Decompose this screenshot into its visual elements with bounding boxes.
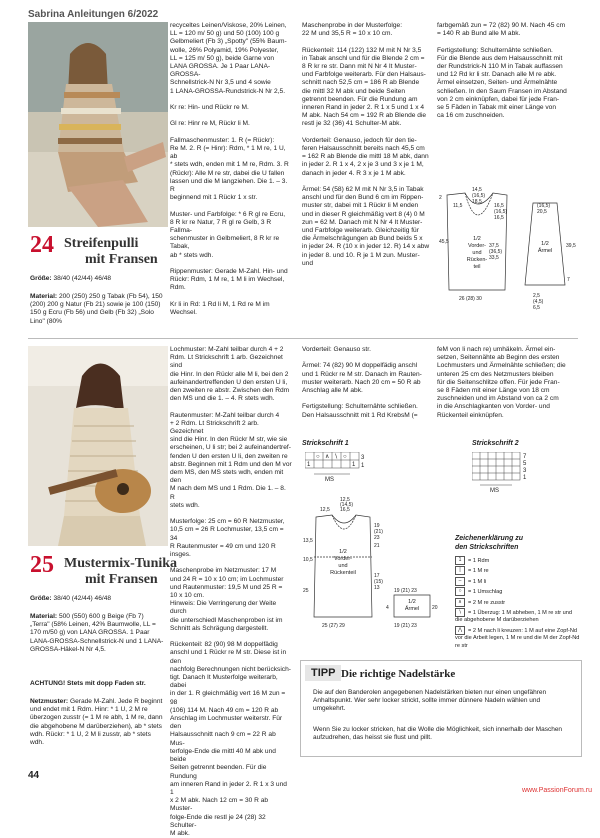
text-line: nachfolg Berechnungen nicht berücksich- — [170, 665, 291, 673]
text-line: beginnend mit 1 Rückr 1 x str. — [170, 194, 258, 202]
dim-label: 26 (28) 30 — [459, 296, 482, 302]
text-line: R Rautenmuster = 49 cm und 120 R insges. — [170, 542, 276, 559]
svg-text:∖: ∖ — [334, 454, 338, 460]
text-line: Ärmel einsetzen, Seiten- und Ärmelnähte — [437, 79, 558, 87]
strickschrift-1-grid — [305, 452, 365, 482]
text-line: anschl und 1 Rückr re M str. Diese ist in den — [170, 649, 287, 665]
text-line — [170, 96, 292, 104]
body-label: Vorder- — [467, 243, 487, 249]
dim-label: (16,5) — [537, 203, 551, 209]
pattern-title-line1: Mustermix-Tunika — [64, 556, 178, 571]
legend-symbol: ○ — [455, 587, 465, 596]
dim-label: 25 — [303, 588, 309, 594]
text-line: M abk. — [170, 829, 190, 837]
photo-streifenpulli — [28, 22, 168, 227]
text-line: wolle, 26% Polyamid, 19% Polyester, — [170, 46, 279, 54]
text-line: abstr. Beginnen mit 1 Rdm und den M vor — [170, 460, 292, 468]
pattern1-column3 — [302, 22, 432, 268]
dim-label: 25 (27) 29 — [322, 623, 345, 629]
text-line — [302, 178, 432, 186]
text-line: tigt. Danach It Musterfolge weiterarb, dabei — [170, 674, 278, 690]
text-line: Rückenteil: 82 (90) 98 M doppelfädig — [170, 641, 278, 649]
text-line: Lochmusters und Ärmelnähte schließen; die — [437, 362, 566, 370]
legend-text: = 1 M li — [468, 578, 487, 585]
text-line: feren Halsausschnitt bereits nach 45,5 cm — [302, 145, 425, 153]
body-label: Rückenteil — [330, 570, 356, 576]
text-line: Gelbmeliert (Fb 3) „Spotty" (55% Baum- — [170, 38, 287, 46]
text-line: muster weiterarb. Nach 20 cm = 50 R ab — [302, 378, 421, 386]
size-value: 38/40 (42/44) 46/48 — [53, 275, 112, 282]
text-line: dem MS, den MS stets wdh, enden mit den — [170, 469, 284, 485]
pattern1-column2 — [170, 22, 292, 317]
legend-text: = 1 Überzug: 1 M abheben, 1 M re str und die abgehobene M darüberziehen — [455, 609, 573, 624]
body-label: und — [472, 250, 482, 256]
svg-text:○: ○ — [316, 454, 320, 460]
text-line: Für die Blende aus dem Halsausschnitt mit — [437, 54, 563, 62]
text-line: folge-Ende die restl je 24 (28) 32 Schulter- — [170, 813, 266, 829]
text-line: Rdm. Lt Strickschrift 1 arb. Gezeichnet sind — [170, 354, 283, 370]
legend-item — [455, 556, 580, 565]
tipp-box — [300, 660, 582, 757]
dim-label: (16,5) — [472, 193, 486, 199]
page-header-title: Sabrina Anleitungen 6/2022 — [28, 9, 159, 20]
text-line — [170, 260, 292, 268]
legend-item — [455, 577, 580, 586]
legend-item — [455, 566, 580, 575]
text-line: Muster- und Farbfolge: * 6 R gl re Ecru, — [170, 210, 286, 218]
dim-label: 13,5 — [303, 538, 313, 544]
text-line: von 2 cm einknüpfen, dabei für jede Fran- — [437, 95, 560, 103]
text-line: getrennt beenden. Für die Rundung am — [302, 95, 418, 103]
body-label: Vorder- — [333, 556, 353, 562]
text-line: und Farbfolge weiterarb. Für den Halsaus- — [302, 71, 426, 79]
pattern-title-line1: Streifenpulli — [64, 236, 139, 251]
legend-item — [455, 587, 580, 596]
pattern-number-24: 24 — [30, 232, 54, 258]
text-line — [170, 559, 292, 567]
text-line: Anschlag im Lochmuster weiterstr. Für den — [170, 715, 283, 731]
dim-label: 2,5 — [533, 293, 540, 299]
size-info — [30, 275, 164, 283]
text-line: Seiten getrennt beenden. Für die Rundung — [170, 764, 267, 780]
material-info — [30, 293, 164, 326]
legend-text: = 1 M re — [468, 568, 489, 575]
text-line: Vorderteil: Genauso, jedoch für den tie- — [302, 136, 417, 144]
ms-label: MS — [490, 488, 499, 492]
dim-label: (21) — [374, 529, 383, 535]
svg-text:∧: ∧ — [325, 454, 330, 460]
row-number: 5 — [523, 461, 527, 467]
text-line: recyceltes Leinen/Viskose, 20% Leinen, — [170, 22, 287, 29]
text-line: den zweiten re abstr. Zwischen den Rdm — [170, 387, 290, 395]
text-line: in die Anschlagkanten von Vorder- und — [437, 403, 550, 411]
body-label: Rücken- — [466, 257, 488, 263]
dim-label: 18,5 — [472, 199, 482, 205]
dim-label: (4,5) — [533, 299, 544, 305]
dim-label: 21 — [374, 543, 380, 549]
legend-item — [455, 626, 580, 650]
sleeve-label: 1/2 — [408, 599, 416, 605]
text-line: unteren 25 cm des Netzmusters bleiben — [437, 370, 554, 378]
text-line: die Hinr. In den Rückr alle M li, bei den 2 — [170, 370, 289, 378]
netzmuster-info — [30, 698, 164, 747]
dim-label: 19 — [374, 523, 380, 529]
legend-text: = 2 M nach li kreuzen: 1 M auf eine Zopf-Nd vor die Arbeit legen, 1 M re und die M der Zopf-Nd re str — [455, 627, 580, 649]
dim-label: 4 — [386, 605, 389, 611]
text-line: Fallmaschenmuster: 1. R (= Rückr): — [170, 136, 275, 144]
dim-label: 39,5 — [566, 243, 576, 249]
text-line: den MS und die 1. – 4. R stets wdh. — [170, 395, 275, 403]
tipp-para1: Die auf den Banderolen angegebenen Nadelstärken bieten nur einen ungefähren Anhaltspunkt. Wer sehr locker strickt, sollte immer dünnere Nadeln wählen und umgekehrt. — [313, 689, 547, 713]
text-line: die Ärmelschrägungen ab Bund beids 5 x — [302, 235, 423, 243]
text-line: * stets wdh, enden mit 1 M re, Rdm. 3. R — [170, 161, 289, 169]
text-line — [170, 293, 292, 301]
text-line: = 162 R ab Blende die mittl 18 M abk, dann — [302, 153, 429, 161]
text-line: Rippenmuster: Gerade M-Zahl. Hin- und — [170, 268, 288, 276]
text-line: Anschlag alle M abk. — [302, 387, 363, 394]
material-label: Material: — [30, 613, 58, 620]
text-line: Den Halsausschnitt mit 1 Rd KrebsM (= — [302, 411, 418, 419]
dim-label: 12,5 — [340, 497, 350, 503]
text-line: Rückenteil einknüpfen. — [437, 411, 504, 419]
pattern-number-25: 25 — [30, 552, 54, 578]
svg-text:1: 1 — [352, 462, 356, 468]
schematic-24 — [437, 185, 577, 310]
text-line: 8 R kr re str. Dann mit N Nr 4 It Muster- — [302, 63, 417, 70]
text-line: in der 1. R gleichmäßig vert 16 M zun = 98 — [170, 690, 286, 706]
text-line: der Rundstrick-N 110 M in Tabak auffassen — [437, 63, 563, 70]
text-line: und Rautenmuster: 19,5 M und 25 R = — [170, 583, 283, 591]
tipp-title: Die richtige Nadelstärke — [341, 668, 456, 680]
text-line: Gl re: Hinr re M, Rückr li M. — [170, 120, 250, 128]
material-text: 200 (250) 250 g Tabak (Fb 54), 150 (200) 200 g Natur (Fb 21) sowie je 100 (150) 150 g Ecru (Fb 56) und Gelb (Fb 32) „Solo Lino" (80% — [30, 293, 163, 325]
text-line: zuschneiden und im Abstand von ca 2 cm — [437, 395, 559, 403]
pattern2-column3 — [302, 346, 432, 420]
pattern2-column2 — [170, 346, 292, 838]
dim-label: 2 — [439, 195, 442, 201]
dim-label: 7 — [567, 277, 570, 283]
text-line: Maschenprobe im Netzmuster: 17 M — [170, 567, 277, 575]
text-line: Musterfolge: 25 cm = 60 R Netzmuster, — [170, 518, 285, 526]
text-line: in jeder 8. und 10. R je 1 M zun. Muster- und — [302, 251, 420, 267]
text-line: Kr li in Rd: 1 Rd li M, 1 Rd re M im Wechsel. — [170, 300, 270, 317]
text-line: Ärmel: 74 (82) 90 M doppelfädig anschl — [302, 362, 418, 370]
text-line: 1 LANA-GROSSA-Rundstrick-N Nr 2,5. — [170, 87, 286, 95]
text-line: aufeinandertreffenden U den ersten U li, — [170, 378, 288, 386]
text-line: schenmuster in Gelbmeliert, 8 R kr re Tabak, — [170, 235, 280, 251]
text-line: ca 16 cm zuschneiden. — [437, 112, 505, 120]
text-line — [170, 112, 292, 120]
achtung-note — [30, 680, 164, 688]
dim-label: 10,5 — [303, 557, 313, 563]
text-line: M nach dem MS und 1 Rdm. Die 1. – 8. R — [170, 485, 286, 501]
row-number: 7 — [523, 454, 527, 460]
dim-label: 14,5 — [472, 187, 482, 193]
page-number: 44 — [28, 770, 40, 781]
text-line: Rautenmuster: M-Zahl teilbar durch 4 — [170, 411, 280, 419]
dim-label: 16,5 — [494, 215, 504, 221]
body-label: teil — [473, 264, 481, 270]
text-line: Maschenprobe in der Musterfolge: — [302, 22, 403, 29]
dim-label: 23 — [374, 535, 380, 541]
chart1-title: Strickschrift 1 — [302, 440, 349, 447]
tipp-para2: Wenn Sie zu locker stricken, hat die Wolle die Möglichkeit, sich innerhalb der Maschen aufzudrehen, das heisst sie flust und pillt. — [313, 726, 563, 742]
pattern2-column4 — [437, 346, 577, 420]
text-line: LL = 120 m/ 50 g) und 50 (100) 100 g — [170, 30, 280, 38]
text-line: se 8 Fäden mit einer Länge von 18 cm — [437, 387, 550, 395]
text-line: 22 M und 35,5 R = 10 x 10 cm. — [302, 30, 393, 38]
text-line: Fertigstellung: Schulternähte schließen. — [302, 403, 418, 411]
dim-label: 19 (21) 23 — [394, 623, 417, 629]
dim-label: 6,5 — [533, 305, 540, 310]
chart2-title: Strickschrift 2 — [472, 440, 519, 447]
text-line: in Tabak anschl und für die Blende 2 cm = — [302, 54, 425, 62]
sleeve-label: 1/2 — [541, 241, 549, 247]
text-line: sind die Hinr. In den Rückr M str, wie sie — [170, 436, 288, 444]
text-line: M abk. Nach 54 cm = 192 R ab Blende die — [302, 112, 427, 120]
text-line: (Rückr): Alle M re str, dabei die U fallen — [170, 169, 285, 177]
watermark: www.PassionForum.ru — [521, 787, 592, 794]
legend-item — [455, 608, 580, 625]
size-info — [30, 595, 164, 603]
text-line: 10 x 10 cm. — [170, 592, 205, 600]
dim-label: 16,5 — [340, 507, 350, 513]
text-line — [170, 633, 292, 641]
legend-symbol: ∖ — [455, 608, 465, 617]
row-number: 3 — [523, 468, 527, 474]
dim-label: 19 (21) 23 — [394, 588, 417, 594]
dim-label: 37,5 — [489, 243, 499, 249]
dim-label: 13 — [374, 585, 380, 591]
dim-label: 16,5 — [494, 203, 504, 209]
text-line: LL = 125 m/ 50 g), beide Garne von — [170, 54, 275, 62]
text-line: setzen, Seitennähte ab Beginn des ersten — [437, 354, 560, 362]
text-line: erscheinen, U li str; bei 2 aufeinandertref- — [170, 444, 291, 452]
sleeve-label: Ärmel — [537, 248, 553, 254]
text-line: farbgemäß zun = 72 (82) 90 M. Nach 45 cm — [437, 22, 566, 29]
body-label: 1/2 — [473, 236, 481, 242]
text-line: = 140 R ab Bund alle M abk. — [437, 30, 521, 38]
dim-label: (14,5) — [340, 502, 354, 508]
text-line — [437, 38, 577, 46]
body-label: und — [338, 563, 348, 569]
text-line: anschl und für den Bund 6 cm im Rippen- — [302, 194, 424, 202]
text-line: 8 R kr re Natur, 7 R gl re Gelb, 3 R Fallma- — [170, 218, 272, 235]
text-line: Re M. 2. R (= Hinr): Rdm, * 1 M re, 1 U, ab — [170, 145, 286, 161]
text-line — [302, 395, 432, 403]
achtung-text: ACHTUNG! Stets mit dopp Faden str. — [30, 680, 146, 687]
text-line: + 2 Rdm. Lt Strickschrift 2 arb. Gezeichnet — [170, 419, 259, 436]
text-line: LANA GROSSA. Je 1 Paar LANA-GROSSA- — [170, 63, 271, 79]
text-line: Lochmuster: M-Zahl teilbar durch 4 + 2 — [170, 346, 284, 353]
legend-symbol: – — [455, 577, 465, 586]
legend-title-line1: Zeichenerklärung zu — [455, 535, 524, 542]
text-line: schnitt nach 52,5 cm = 186 R ab Blende — [302, 79, 420, 87]
text-line: und 1 Rückr re M str. Danach im Rauten- — [302, 370, 422, 378]
text-line: danach in jeder 4. R 3 x je 1 M abk. — [302, 169, 406, 177]
ms-label: MS — [325, 477, 334, 482]
legend-text: = 1 Umschlag — [468, 589, 503, 596]
dim-label: 20,5 — [537, 209, 547, 215]
row-number: 1 — [361, 463, 365, 469]
dim-label: 12,5 — [320, 507, 330, 513]
netzmuster-text: Gerade M-Zahl. Jede R beginnt und endet mit 1 Rdm. Hinr: * 1 U, 2 M re überzogen zusstr (= 1 M re abh, 1 M re, dann die abgehobene M darüberziehen), ab * stets wdh. Rückr: * 1 U, 2 M li zusstr, ab * stets wdh. — [30, 698, 163, 747]
legend-list — [455, 556, 580, 651]
legend-symbol: ⋀ — [455, 626, 465, 635]
text-line: Schnellstrick-N Nr 3,5 und 4 sowie — [170, 79, 271, 87]
text-line: zun = 62 M. Danach mit N Nr 4 It Muster- — [302, 218, 423, 226]
dim-label: 17 — [374, 573, 380, 579]
netzmuster-label: Netzmuster: — [30, 698, 69, 705]
sleeve-label: Ärmel — [404, 606, 420, 612]
text-line — [170, 403, 292, 411]
strickschrift-2-grid — [472, 452, 532, 492]
material-text: 500 (550) 600 g Beige (Fb 7) „Terra" (58% Leinen, 42% Baumwolle, LL = 170 m/50 g) von LANA GROSSA. 1 Paar LANA-GROSSA-Schnellstrick-N und 1 LANA-GROSSA-Häkel-N Nr 4,5. — [30, 613, 164, 653]
legend-item — [455, 598, 580, 607]
legend-symbol: ∧ — [455, 598, 465, 607]
text-line: die mittl 32 M abk und beide Seiten — [302, 87, 405, 95]
text-line: und 24 R = 10 x 10 cm; im Lochmuster — [170, 575, 284, 583]
dim-label: (16,5) — [494, 209, 508, 215]
text-line — [170, 202, 292, 210]
text-line: restl je 32 (36) 41 Schulter-M abk. — [302, 120, 402, 128]
text-line: schließen. In den Saum Fransen im Abstand — [437, 87, 567, 95]
text-line: und Farbfolge weiterarb. Gleichzeitig für — [302, 227, 419, 235]
text-line — [170, 129, 292, 137]
text-line: feM von li nach re) umhäkeln. Ärmel ein- — [437, 346, 556, 353]
dim-label: 33,5 — [489, 255, 499, 261]
text-line: am inneren Rand in jeder 2. R 1 x 3 und 1 — [170, 780, 287, 796]
dim-label: 11,5 — [453, 203, 463, 209]
tipp-label: TIPP — [305, 665, 341, 681]
body-label: 1/2 — [339, 549, 347, 555]
legend-title-line2: den Strickschriften — [455, 544, 519, 551]
text-line: Halsausschnitt nach 9 cm = 22 R ab Mus- — [170, 731, 276, 747]
legend-text: = 1 Rdm — [468, 557, 490, 564]
section-divider — [28, 338, 578, 339]
text-line — [302, 38, 432, 46]
text-line: (106) 114 M. Nach 49 cm = 120 R ab — [170, 706, 279, 714]
size-label: Größe: — [30, 595, 52, 602]
text-line: Rückenteil: 114 (122) 132 M mit N Nr 3,5 — [302, 46, 422, 54]
text-line: x 2 M abk. Nach 12 cm = 30 R ab Muster- — [170, 797, 269, 813]
text-line: Rückr: Rdm, 1 M re, 1 M li im Wechsel, Rdm. — [170, 276, 285, 292]
text-line — [170, 510, 292, 518]
text-line: Vorderteil: Genauso str. — [302, 346, 371, 353]
text-line — [302, 129, 432, 137]
legend-symbol: 1 — [455, 556, 465, 565]
text-line: Schnitt als Schrägung dargestellt. — [170, 624, 269, 632]
svg-text:1: 1 — [307, 462, 311, 468]
text-line: in jeder 2. R 1 x 4, 2 x je 3 und 3 x je 1 M, — [302, 161, 424, 169]
dim-label: (36,5) — [489, 249, 503, 255]
legend-symbol: | — [455, 566, 465, 575]
text-line: fenden U den ersten U li, den zweiten re — [170, 452, 288, 460]
dim-label: (15) — [374, 579, 383, 585]
text-line: und in dieser R gleichmäßig vert 8 (4) 0 M — [302, 210, 425, 218]
text-line: ab * stets wdh. — [170, 251, 214, 259]
dim-label: 45,5 — [439, 239, 449, 245]
size-label: Größe: — [30, 275, 52, 282]
material-info — [30, 613, 164, 654]
text-line: inneren Rand in jeder 2. R 1 x 5 und 1 x 4 — [302, 104, 425, 112]
text-line: in jeder 24. R (10 x in jeder 12. R) 14 x abw — [302, 243, 430, 251]
text-line: und 12 Rd kr li str. Danach alle M re abk. — [437, 71, 557, 79]
text-line: Kr re: Hin- und Rückr re M. — [170, 104, 249, 112]
pattern-title-line2: mit Fransen — [85, 252, 158, 267]
size-value: 38/40 (42/44) 46/48 — [53, 595, 112, 602]
text-line: Fertigstellung: Schulternähte schließen. — [437, 46, 553, 54]
photo-mustermix-tunika — [28, 346, 168, 546]
pattern-title-line2: mit Fransen — [85, 572, 158, 587]
text-line: die unterschiedl Maschenproben ist im — [170, 616, 283, 624]
text-line: terfolge-Ende die mittl 40 M abk und beide — [170, 747, 276, 764]
text-line: muster str, dabei mit 1 Rückr li M enden — [302, 202, 419, 210]
dim-label: 20 — [432, 605, 438, 611]
text-line: 10,5 cm = 26 R Lochmuster, 13,5 cm = 34 — [170, 526, 284, 542]
pattern1-column4 — [437, 22, 577, 120]
text-line: lassen und die M langziehen. Die 1. – 3. R — [170, 177, 288, 194]
legend-text: = 2 M re zusstr — [468, 599, 506, 606]
text-line: für die Seitenschlitze offen. Für jede Fran- — [437, 378, 560, 386]
text-line: Ärmel: 54 (58) 62 M mit N Nr 3,5 in Tabak — [302, 186, 424, 194]
text-line: stets wdh. — [170, 501, 200, 509]
text-line: Hinweis: Die Verringerung der Weite durch — [170, 600, 277, 616]
svg-text:○: ○ — [343, 454, 347, 460]
schematic-25 — [302, 497, 442, 632]
text-line: se 5 Fäden in Tabak mit einer Länge von — [437, 104, 557, 112]
row-number: 1 — [523, 475, 527, 481]
row-number: 3 — [361, 455, 365, 461]
material-label: Material: — [30, 293, 58, 300]
